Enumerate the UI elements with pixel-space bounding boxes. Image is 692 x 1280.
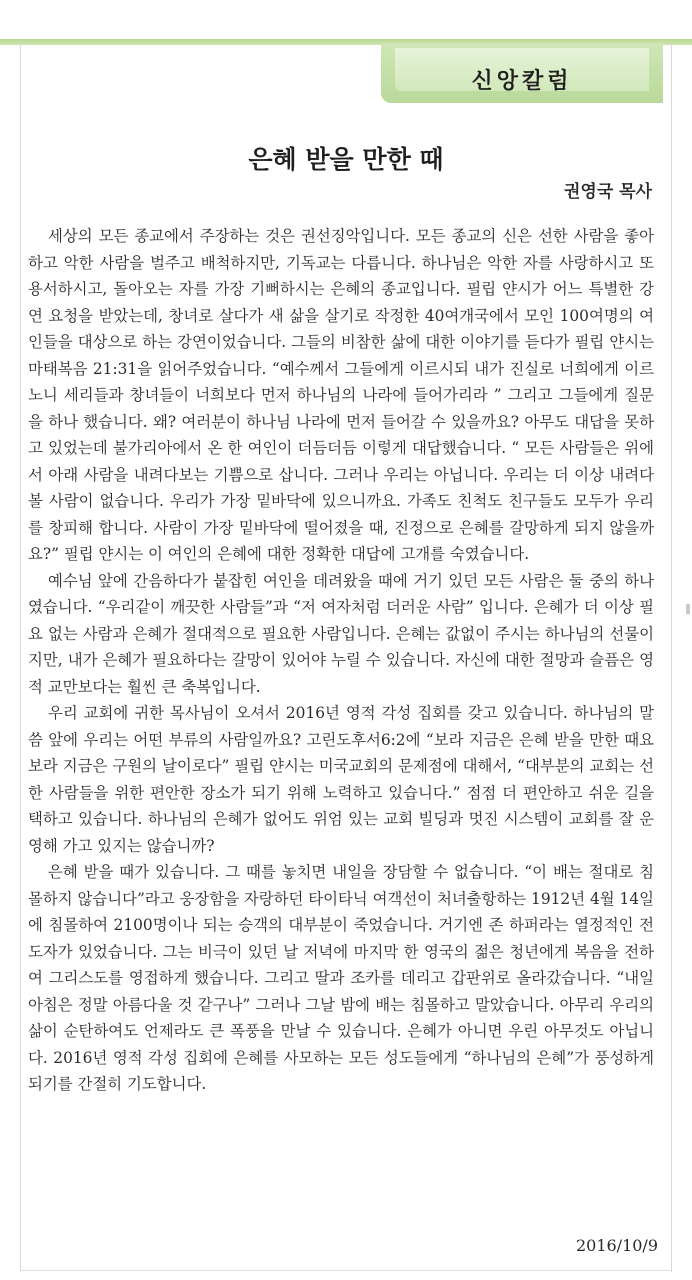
article-body [28,223,654,1098]
column-header-tab [381,43,663,103]
article-date: 2016/10/9 [575,1236,658,1255]
article-author: 권영국 목사 [563,182,652,202]
article-paragraph: 우리 교회에 귀한 목사님이 오셔서 2016년 영적 각성 집회를 갖고 있습니다. 하나님의 말씀 앞에 우리는 어떤 부류의 사람일까요? 고린도후서6:2에 “보라 지금은 은혜 받을 만한 때요 보라 지금은 구원의 날이로다” 필립 얀시는 미국교회의 문제점에 대해서, “대부분의 교회는 선한 사람들을 위한 편안한 장소가 되기 위해 노력하고 있습니다.” 점점 더 편안하고 쉬운 길을 택하고 있습니다. 하나님의 은혜가 없어도 위엄 있는 교회 빌딩과 멋진 시스템이 교회를 잘 운영해 가고 있지는 않습니까? [28,704,654,855]
bottom-divider [20,1270,670,1271]
article-title: 은혜 받을 만한 때 [248,145,444,174]
article-paragraph: 예수님 앞에 간음하다가 붙잡힌 여인을 데려왔을 때에 거기 있던 모든 사람은 둘 중의 하나였습니다. “우리같이 깨끗한 사람들”과 “저 여자처럼 더러운 사람” 입니다. 은혜가 더 이상 필요 없는 사람과 은혜가 절대적으로 필요한 사람입니다. 은혜는 값없이 주시는 하나님의 선물이지만, 내가 은혜가 필요하다는 갈망이 있어야 누릴 수 있습니다. 자신에 대한 절망과 슬픔은 영적 교만보다는 훨씬 큰 축복입니다. [28,571,654,696]
column-header-label: 신앙칼럼 [471,69,573,94]
edge-mark [686,604,690,614]
article-paragraph: 세상의 모든 종교에서 주장하는 것은 권선징악입니다. 모든 종교의 신은 선한 사람을 좋아하고 악한 사람을 벌주고 배척하지만, 기독교는 다릅니다. 하나님은 악한 자를 사랑하시고 또 용서하시고, 돌아오는 자를 가장 기뻐하시는 은혜의 종교입니다. 필립 얀시가 어느 특별한 강연 요청을 받았는데, 창녀로 살다가 새 삶을 살기로 작정한 40여개국에서 모인 100여명의 여인들을 대상으로 하는 강연이었습니다. 그들의 비참한 삶에 대한 이야기를 듣다가 필립 얀시는 마태복음 21:31을 읽어주었습니다. “예수께서 그들에게 이르시되 내가 진실로 너희에게 이르노니 세리들과 창녀들이 너희보다 먼저 하나님의 나라에 들어가리라 ” 그리고 그들에게 질문을 하나 했습니다. 왜? 여러분이 하나님 나라에 먼저 들어갈 수 있을까요? 아무도 대답을 못하고 있었는데 불가리아에서 온 한 여인이 더듬더듬 이렇게 대답했습니다. “ 모든 사람들은 위에서 아래 사람을 내려다보는 기쁨으로 삽니다. 그러나 우리는 아닙니다. 우리는 더 이상 내려다 볼 사람이 없습니다. 우리가 가장 밑바닥에 있으니까요. 가족도 친척도 친구들도 모두가 우리를 창피해 합니다. 사람이 가장 밑바닥에 떨어졌을 때, 진정으로 은혜를 갈망하게 되지 않을까요?” 필립 얀시는 이 여인의 은혜에 대한 정확한 대답에 고개를 숙였습니다. [28,227,654,563]
article-paragraph: 은혜 받을 때가 있습니다. 그 때를 놓치면 내일을 장담할 수 없습니다. “이 배는 절대로 침몰하지 않습니다”라고 웅장함을 자랑하던 타이타닉 여객선이 처녀출항하는 1912년 4월 14일에 침몰하여 2100명이나 되는 승객의 대부분이 죽었습니다. 거기엔 존 하퍼라는 열정적인 전도자가 있었습니다. 그는 비극이 있던 날 저녁에 마지막 한 영국의 젊은 청년에게 복음을 전하여 그리스도를 영접하게 했습니다. 그리고 딸과 조카를 데리고 갑판위로 올라갔습니다. “내일 아침은 정말 아름다울 것 같구나” 그러나 그날 밤에 배는 침몰하고 말았습니다. 아무리 우리의 삶이 순탄하여도 언제라도 큰 폭풍을 만날 수 있습니다. 은혜가 아니면 우린 아무것도 아닙니다. 2016년 영적 각성 집회에 은혜를 사모하는 모든 성도들에게 “하나님의 은혜”가 풍성하게 되기를 간절히 기도합니다. [28,863,654,1093]
column-header-inner [395,48,649,94]
